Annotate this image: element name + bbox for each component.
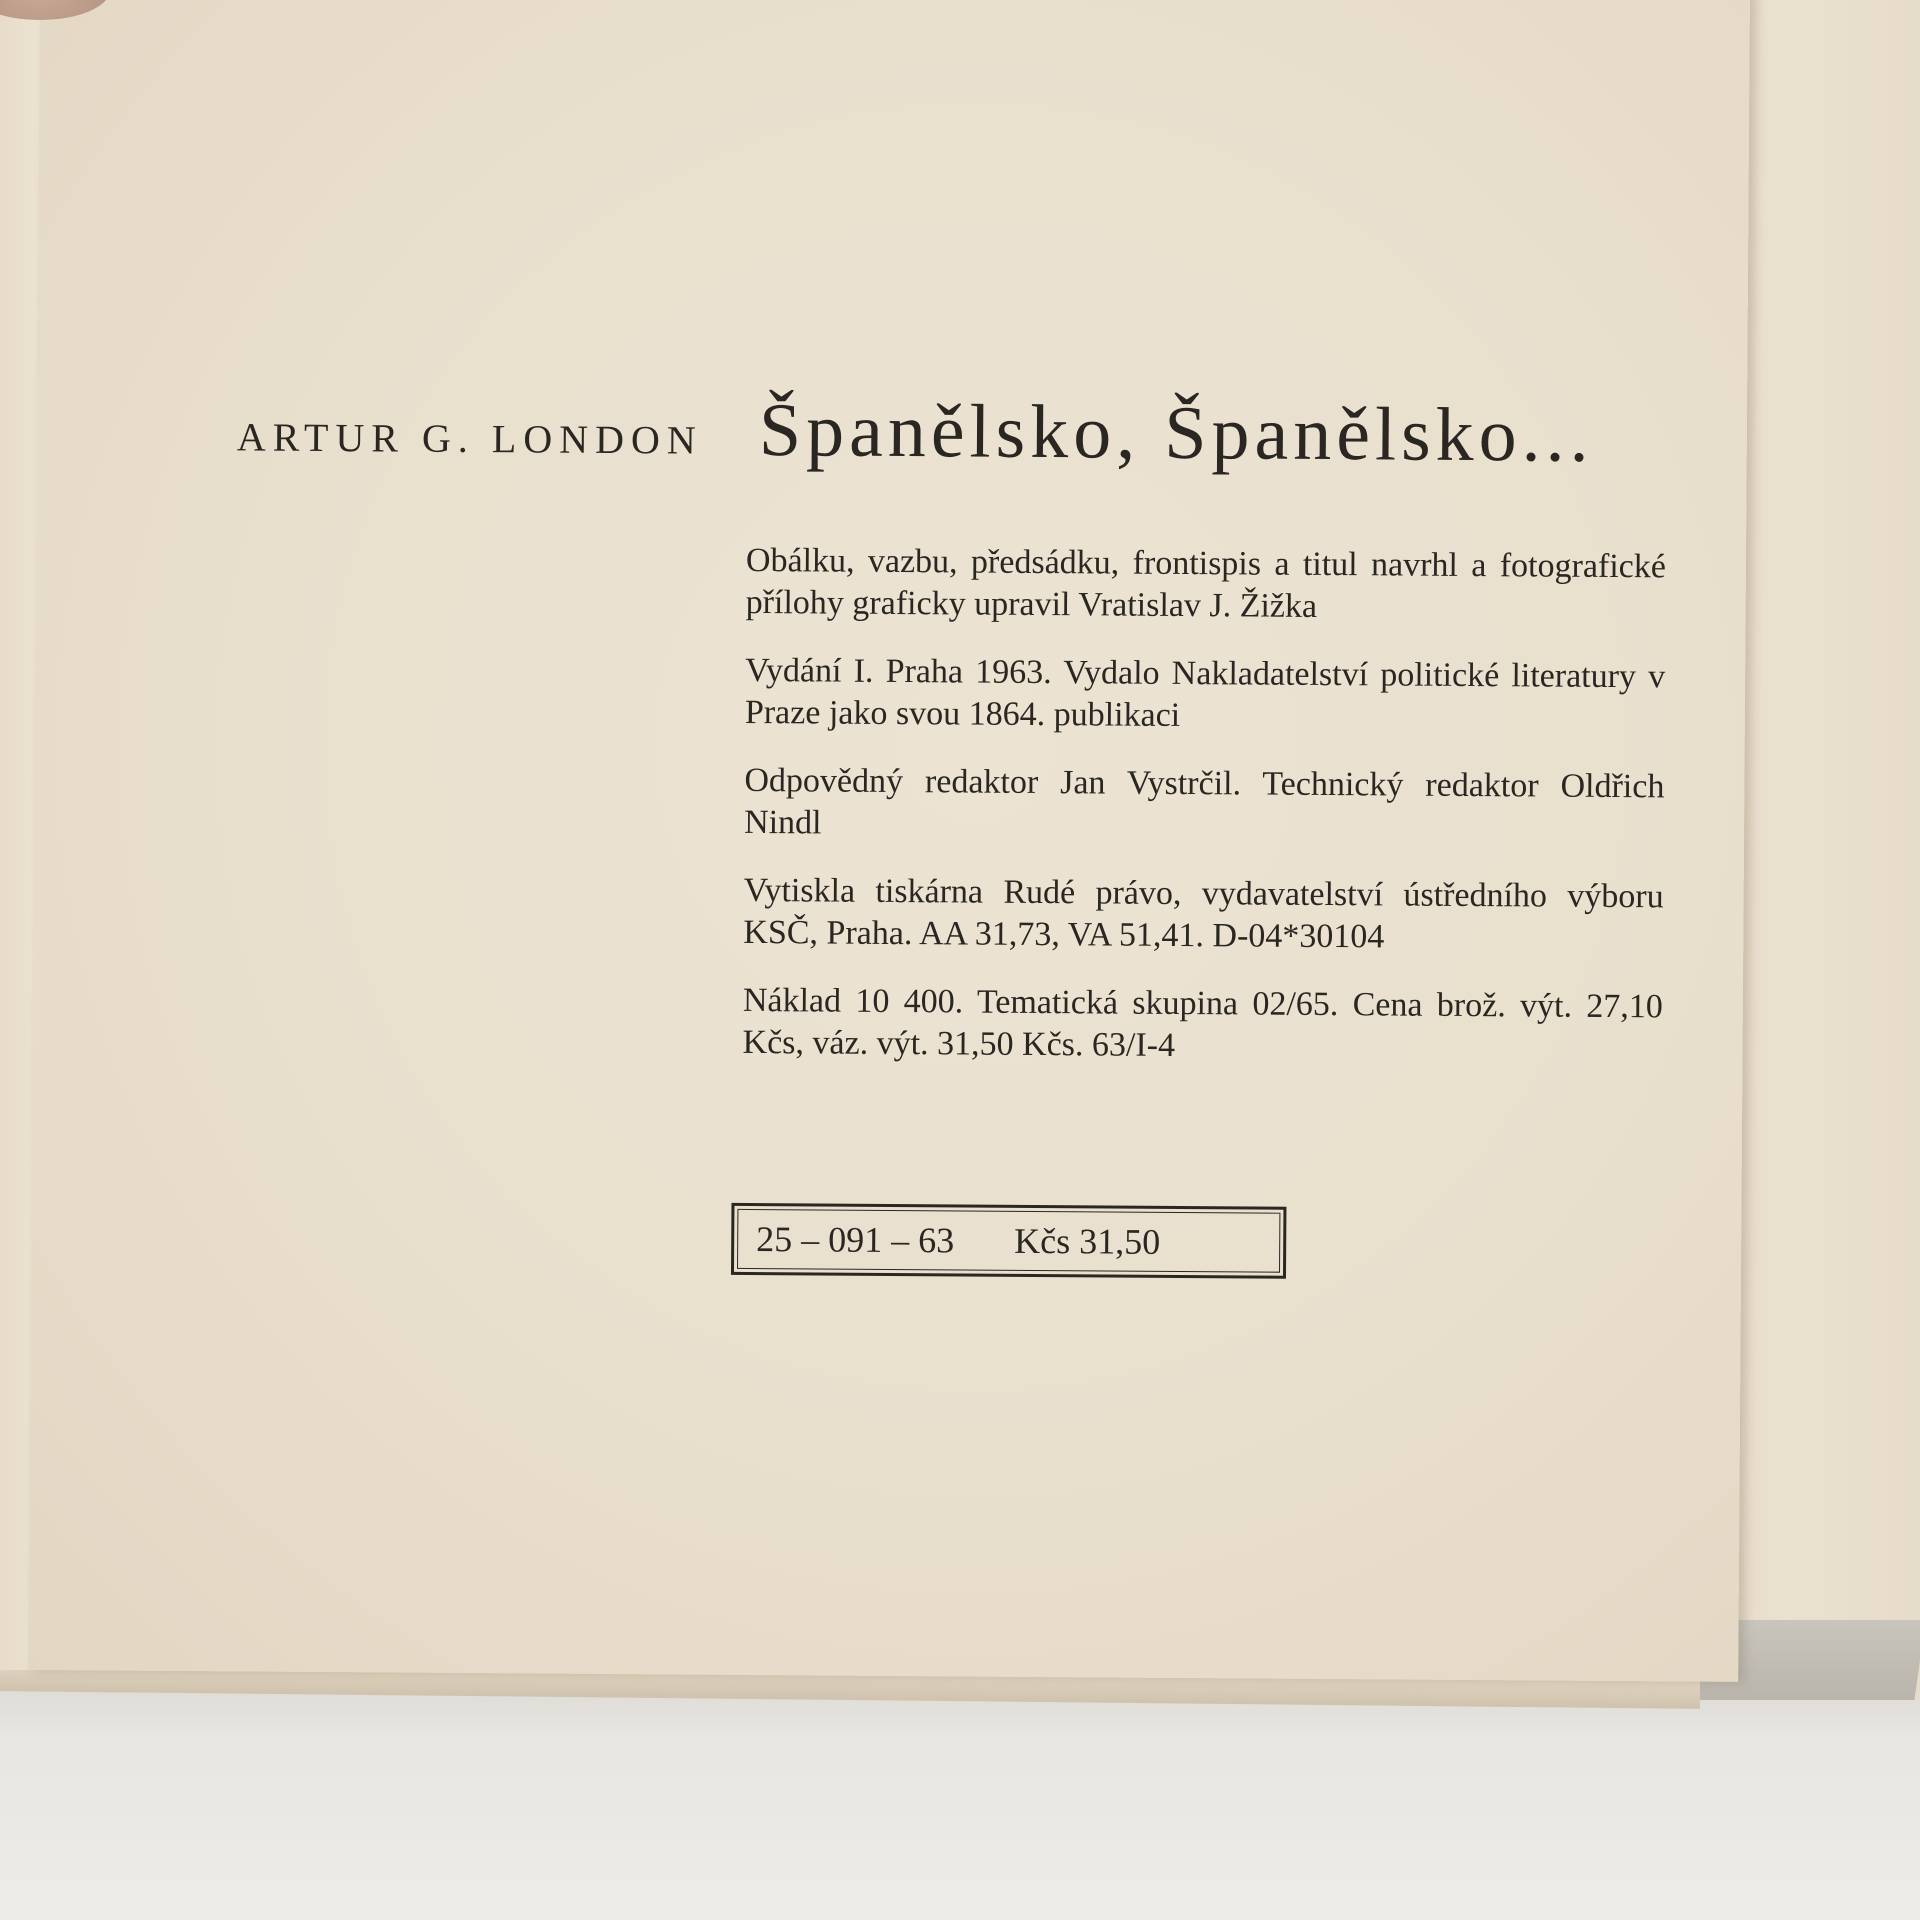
colophon-printer: Vytiskla tiskárna Rudé právo, vydavatelství ústředního výboru KSČ, Praha. AA 31,73, VA 51,41. D-04*30104 [743,871,1664,956]
price-label: Kčs 31,50 [1014,1220,1161,1262]
colophon-edition: Vydání I. Praha 1963. Vydalo Nakladatelství politické literatury v Praze jako svou 1864. publikaci [744,651,1666,734]
colophon-print-run: Náklad 10 400. Tematická skupina 02/65. Cena brož. výt. 27,10 Kčs, váz. výt. 31,50 Kčs. 63/I-4 [742,981,1663,1064]
colophon [742,540,1666,1096]
catalog-code: 25 – 091 – 63 [756,1219,955,1261]
book-page [28,0,1750,1682]
book-title: Španělsko, Španělsko... [758,388,1595,478]
colophon-design-credit: Obálku, vazbu, předsádku, frontispis a titul navrhl a fotografické přílohy graficky upravil Vratislav J. Žižka [745,541,1667,625]
author-name: ARTUR G. LONDON [236,414,703,463]
price-box [731,1203,1286,1279]
colophon-editors: Odpovědný redaktor Jan Vystrčil. Technický redaktor Oldřich Nindl [744,761,1665,842]
